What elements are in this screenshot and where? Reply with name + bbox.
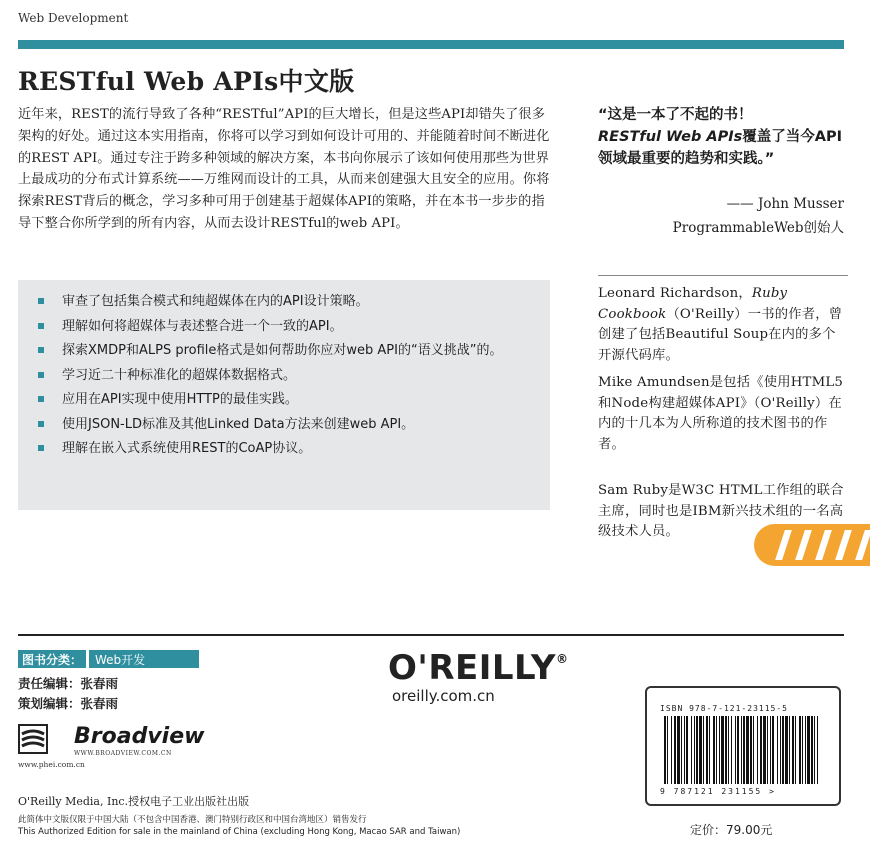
quote-book-name: RESTful Web APIs <box>598 129 743 145</box>
barcode-bar <box>725 716 727 784</box>
barcode-bar <box>664 716 666 784</box>
isbn-text: ISBN 978-7-121-23115-5 <box>660 704 788 713</box>
feature-item <box>36 317 532 337</box>
barcode-bar <box>746 716 749 784</box>
bullet-icon <box>38 396 44 402</box>
barcode-bar <box>811 716 813 784</box>
author-bio-ruby: Sam Ruby是W3C HTML工作组的联合主席，同时也是IBM新兴技术组的一名高级技术人员。 <box>598 483 844 539</box>
barcode-bar <box>799 716 801 784</box>
barcode-bar <box>772 716 774 784</box>
barcode-bar <box>777 716 778 784</box>
feature-text: 应用在API实现中使用HTTP的最佳实践。 <box>62 392 298 407</box>
quote-line1: “这是一本了不起的书！ <box>598 107 753 123</box>
barcode-bar <box>703 716 704 784</box>
series-label: Web Development <box>18 11 129 25</box>
feature-text: 探索XMDP和ALPS profile格式是如何帮助你应对web API的“语义挑战”的。 <box>62 343 503 358</box>
responsible-editor: 责任编辑：张春雨 <box>18 676 119 691</box>
barcode-bar <box>681 716 682 784</box>
bullet-icon <box>38 347 44 353</box>
barcode-bar <box>713 716 715 784</box>
barcode-bar <box>721 716 724 784</box>
barcode-bar <box>807 716 810 784</box>
barcode-bar <box>782 716 784 784</box>
feature-item <box>36 415 532 435</box>
bullet-icon <box>38 445 44 451</box>
barcode-bar <box>735 716 736 784</box>
top-accent-bar <box>18 40 844 49</box>
barcode-bar <box>817 716 818 784</box>
feature-text: 理解在嵌入式系统使用REST的CoAP协议。 <box>62 441 312 456</box>
planning-editor: 策划编辑：张春雨 <box>18 696 119 711</box>
barcode-bar <box>699 716 702 784</box>
barcode-bar <box>750 716 752 784</box>
author-bio-amundsen: Mike Amundsen是包括《使用HTML5和Node构建超媒体API》（O'Reilly）在内的十几本为人所称道的技术图书的作者。 <box>598 375 844 452</box>
barcode-bar <box>770 716 771 784</box>
barcode-bar <box>706 716 708 784</box>
barcode-bar <box>743 716 745 784</box>
barcode-bar <box>694 716 695 784</box>
barcode-bar <box>696 716 698 784</box>
barcode-bar <box>757 716 758 784</box>
oreilly-url: oreilly.com.cn <box>392 687 495 705</box>
author-bio-richardson <box>598 284 846 366</box>
barcode-bar <box>795 716 796 784</box>
barcode-bar <box>671 716 672 784</box>
barcode-bar <box>728 716 729 784</box>
feature-item <box>36 390 532 410</box>
intro-paragraph: 近年来，REST的流行导致了各种“RESTful”API的巨大增长，但是这些API却错失了很多架构的好处。通过这本实用指南，你将可以学习到如何设计可用的、并能随着时间不断进化的REST API。通过专注于跨多种领域的解决方案，本书向你展示了该如何使用那些为世界上最成功的分布式计算系统——万维网而设计的工具，从而来创建强大且安全的应用。你将探索REST背后的概念，学习多种可用于创建基于超媒体API的策略，并在本书一步步的指导下整合你所学到的所有内容，从而去设计RESTful的web API。 <box>18 107 550 231</box>
barcode-bar <box>780 716 781 784</box>
barcode-bar <box>684 716 685 784</box>
barcode-bar <box>709 716 710 784</box>
barcode-bar <box>805 716 806 784</box>
barcode-bar <box>763 716 766 784</box>
barcode-bar <box>760 716 762 784</box>
category-badge <box>18 650 199 668</box>
bullet-icon <box>38 323 44 329</box>
barcode-bar <box>785 716 788 784</box>
barcode-bar <box>716 716 717 784</box>
barcode-bar <box>792 716 794 784</box>
barcode-bar <box>731 716 732 784</box>
feature-item <box>36 439 532 459</box>
quote-line2: 覆盖了当今API领域最重要的趋势和实践。” <box>598 129 843 167</box>
publisher-line: O'Reilly Media, Inc.授权电子工业出版社出版 <box>18 795 250 808</box>
barcode-bar <box>677 716 680 784</box>
decorative-stripes-icon <box>754 524 870 566</box>
bullet-icon <box>38 298 44 304</box>
barcode-bar <box>737 716 739 784</box>
barcode-bar <box>719 716 720 784</box>
broadview-logo-icon <box>18 724 48 754</box>
barcode-bar <box>802 716 803 784</box>
barcode-bar <box>814 716 815 784</box>
feature-item <box>36 341 532 361</box>
feature-item <box>36 292 532 312</box>
bullet-icon <box>38 372 44 378</box>
feature-list-panel <box>18 280 550 510</box>
feature-text: 使用JSON-LD标准及其他Linked Data方法来创建web API。 <box>62 416 415 432</box>
barcode-icon <box>662 716 822 786</box>
price-label: 定价：79.00元 <box>690 823 773 837</box>
barcode-number: 9 787121 231155 > <box>660 787 776 796</box>
feature-text: 审查了包括集合模式和纯超媒体在内的API设计策略。 <box>62 294 369 309</box>
barcode-bar <box>767 716 768 784</box>
bottom-divider <box>18 634 844 636</box>
feature-text: 理解如何将超媒体与表述整合进一个一致的API。 <box>62 318 343 334</box>
bio-name: Leonard Richardson， <box>598 286 752 301</box>
category-value: Web开发 <box>89 650 199 668</box>
divider <box>598 275 848 276</box>
feature-item <box>36 366 532 386</box>
distribution-note-en: This Authorized Edition for sale in the mainland of China (excluding Hong Kong, Macao SAR and Taiwan) <box>18 827 461 837</box>
barcode-bar <box>691 716 692 784</box>
bullet-icon <box>38 421 44 427</box>
book-title: RESTful Web APIs中文版 <box>18 67 355 96</box>
distribution-note-cn: 此简体中文版仅限于中国大陆（不包含中国香港、澳门特别行政区和中国台湾地区）销售发行 <box>18 815 367 825</box>
barcode-bar <box>667 716 668 784</box>
barcode-bar <box>753 716 754 784</box>
broadview-site: WWW.BROADVIEW.COM.CN <box>74 750 172 757</box>
quote-author-role: ProgrammableWeb创始人 <box>672 220 844 236</box>
bio-book: Ruby Cookbook <box>598 286 788 322</box>
barcode-bar <box>686 716 688 784</box>
barcode-bar <box>741 716 742 784</box>
oreilly-logo-text: O'REILLY <box>388 648 557 688</box>
category-label: 图书分类： <box>18 650 86 668</box>
barcode-bar <box>674 716 676 784</box>
barcode-bar <box>789 716 790 784</box>
broadview-name: Broadview <box>74 724 205 749</box>
bio-text: （O'Reilly）一书的作者，曾创建了包括Beautiful Soup在内的多个开源代码库。 <box>598 306 843 363</box>
oreilly-logo: O'REILLY® <box>388 648 569 688</box>
quote-author: —— John Musser <box>726 196 844 212</box>
phei-url: www.phei.com.cn <box>18 760 85 769</box>
endorsement-quote <box>598 104 848 170</box>
feature-text: 学习近二十种标准化的超媒体数据格式。 <box>62 367 297 383</box>
